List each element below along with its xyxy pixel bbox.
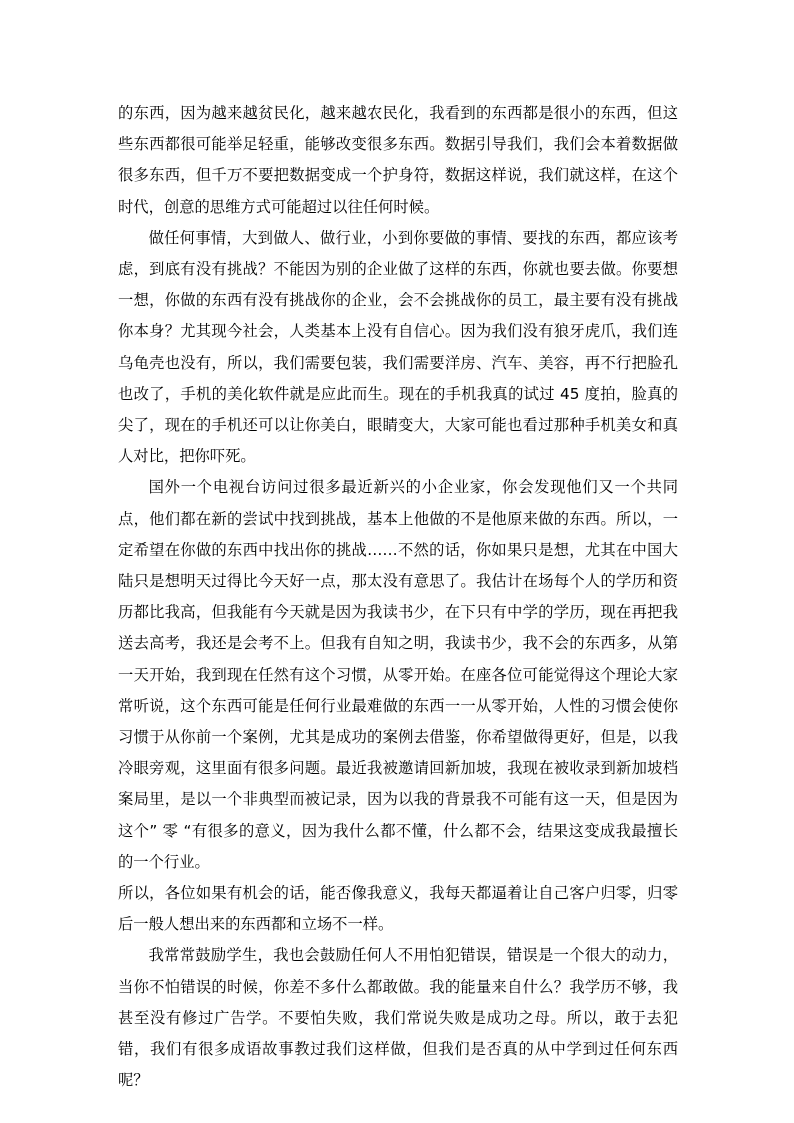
paragraph-4: 所以，各位如果有机会的话，能否像我意义，我每天都逼着让自己客户归零，归零后一般人想出来的东西都和立场不一样。 bbox=[118, 884, 678, 934]
body-text bbox=[118, 98, 678, 1097]
paragraph-5: 我常常鼓励学生，我也会鼓励任何人不用怕犯错误，错误是一个很大的动力，当你不怕错误的时候，你差不多什么都敢做。我的能量来自什么？我学历不够，我甚至没有修过广告学。不要怕失败，我们常说失败是成功之母。所以，敢于去犯错，我们有很多成语故事教过我们这样做，但我们是否真的从中学到过任何东西呢？ bbox=[118, 946, 678, 1090]
paragraph-1: 的东西，因为越来越贫民化，越来越农民化，我看到的东西都是很小的东西，但这些东西都很可能举足轻重，能够改变很多东西。数据引导我们，我们会本着数据做很多东西，但千万不要把数据变成一个护身符，数据这样说，我们就这样，在这个时代，创意的思维方式可能超过以往任何时候。 bbox=[118, 104, 678, 216]
paragraph-3: 国外一个电视台访问过很多最近新兴的小企业家，你会发现他们又一个共同点，他们都在新的尝试中找到挑战，基本上他做的不是他原来做的东西。所以，一定希望在你做的东西中找出你的挑战……不然的话，你如果只是想，尤其在中国大陆只是想明天过得比今天好一点，那太没有意思了。我估计在场每个人的学历和资历都比我高，但我能有今天就是因为我读书少，在下只有中学的学历，现在再把我送去高考，我还是会考不上。但我有自知之明，我读书少，我不会的东西多，从第一天开始，我到现在任然有这个习惯，从零开始。在座各位可能觉得这个理论大家常听说，这个东西可能是任何行业最难做的东西一一从零开始，人性的习惯会使你习惯于从你前一个案例，尤其是成功的案例去借鉴，你希望做得更好，但是，以我冷眼旁观，这里面有很多问题。最近我被邀请回新加坡，我现在被收录到新加坡档案局里，是以一个非典型而被记录，因为以我的背景我不可能有这一天，但是因为这个” 零 “有很多的意义，因为我什么都不懂，什么都不会，结果这变成我最擅长的一个行业。 bbox=[118, 478, 678, 871]
paragraph-2: 做任何事情，大到做人、做行业，小到你要做的事情、要找的东西，都应该考虑，到底有没有挑战？不能因为别的企业做了这样的东西，你就也要去做。你要想一想，你做的东西有没有挑战你的企业，会不会挑战你的员工，最主要有没有挑战你本身？尤其现今社会，人类基本上没有自信心。因为我们没有狼牙虎爪，我们连乌龟壳也没有，所以，我们需要包装，我们需要洋房、汽车、美容，再不行把脸孔也改了，手机的美化软件就是应此而生。现在的手机我真的试过 45 度拍，脸真的尖了，现在的手机还可以让你美白，眼睛变大，大家可能也看过那种手机美女和真人对比，把你吓死。 bbox=[118, 228, 678, 466]
